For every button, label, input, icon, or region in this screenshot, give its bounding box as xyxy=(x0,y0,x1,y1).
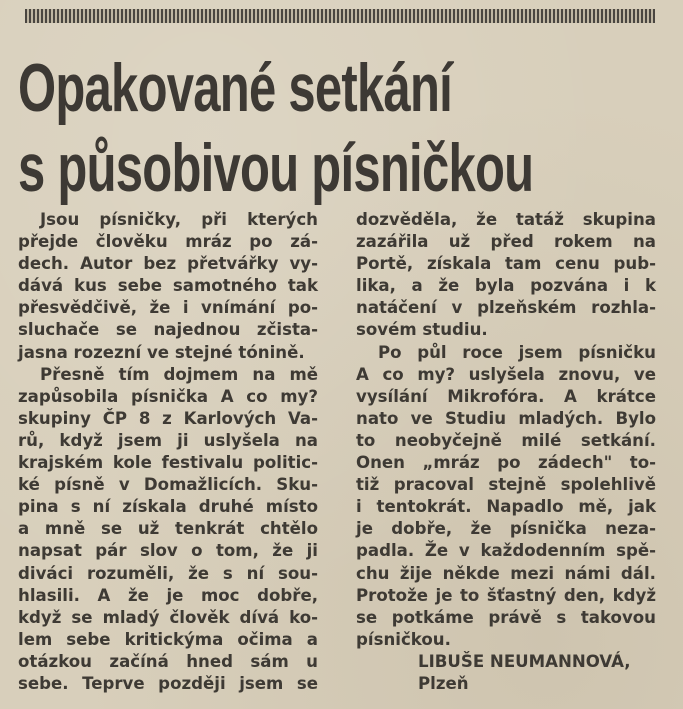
text-line: Protože je to šťastný den, když xyxy=(356,585,656,605)
text-line: dává kus sebe samotného tak xyxy=(18,276,318,296)
text-line: je dobře, že písnička neza- xyxy=(356,519,656,539)
text-line: nato ve Studiu mladých. Bylo xyxy=(356,408,656,428)
text-line: diváci rozuměli, že s ní sou- xyxy=(18,563,318,583)
text-line: Onen „mráz po zádech" to- xyxy=(356,453,656,473)
text-line: zapůsobila písnička A co my? xyxy=(18,386,318,406)
text-line: dozvěděla, že tatáž skupina xyxy=(356,210,656,229)
text-line: Portě, získala tam cenu pub- xyxy=(356,254,656,274)
text-line: to neobyčejně milé setkání. xyxy=(356,430,656,450)
text-line: sebe. Teprve později jsem se xyxy=(18,673,318,693)
headline-line-1: Opakované setkání xyxy=(18,50,453,126)
text-line: A co my? uslyšela znovu, ve xyxy=(356,364,656,384)
text-line: sovém studiu. xyxy=(356,320,488,340)
headline xyxy=(18,48,534,208)
text-line: Po půl roce jsem písničku xyxy=(378,342,656,362)
decorative-rule-bar xyxy=(25,9,655,23)
text-line: i tentokrát. Napadlo mě, jak xyxy=(356,497,656,517)
text-line: lem sebe kritickýma očima a xyxy=(18,629,318,649)
text-line: jasna rozezní ve stejné tónině. xyxy=(18,342,305,362)
text-line: se potkáme právě s takovou xyxy=(356,607,656,627)
article-column-right xyxy=(356,209,656,695)
text-line: krajském kole festivalu politic- xyxy=(18,453,318,473)
text-line: zazářila už před rokem na xyxy=(356,232,656,252)
text-line: pina s ní získala druhé místo xyxy=(18,497,318,517)
text-line: ké písně v Domažlicích. Sku- xyxy=(18,475,318,495)
text-line: tiž pracoval stejně spolehlivě xyxy=(356,475,656,495)
headline-line-2: s působivou písničkou xyxy=(18,130,534,206)
text-line: rů, když jsem ji uslyšela na xyxy=(18,430,318,450)
text-line: hlasili. A že je moc dobře, xyxy=(18,585,318,605)
text-line: natáčení v plzeňském rozhla- xyxy=(356,298,656,318)
text-line: skupiny ČP 8 z Karlových Va- xyxy=(18,408,318,428)
text-line: chu žije někde mezi námi dál. xyxy=(356,563,656,583)
byline-author: LIBUŠE NEUMANNOVÁ, xyxy=(418,651,631,671)
text-line: lika, a že byla pozvána i k xyxy=(356,276,656,296)
text-line: písničkou. xyxy=(356,629,451,649)
text-line: přesvědčivě, že i vnímání po- xyxy=(18,298,318,318)
text-line: napsat pár slov o tom, že ji xyxy=(18,541,318,561)
text-line: padla. Že v každodenním spě- xyxy=(356,541,656,561)
text-line: vysílání Mikrofóra. A krátce xyxy=(356,386,656,406)
text-line: Přesně tím dojmem na mě xyxy=(40,364,318,384)
article-column-left xyxy=(18,209,318,695)
byline-place: Plzeň xyxy=(418,673,469,693)
text-line: sluchače se najednou zčista- xyxy=(18,320,318,340)
text-line: když se mladý člověk dívá ko- xyxy=(18,607,318,627)
text-line: Jsou písničky, při kterých xyxy=(40,210,318,229)
text-line: a mně se už tenkrát chtělo xyxy=(18,519,318,539)
text-line: otázkou začíná hned sám u xyxy=(18,651,318,671)
text-line: dech. Autor bez přetvářky vy- xyxy=(18,254,318,274)
text-line: přejde člověku mráz po zá- xyxy=(18,232,318,252)
